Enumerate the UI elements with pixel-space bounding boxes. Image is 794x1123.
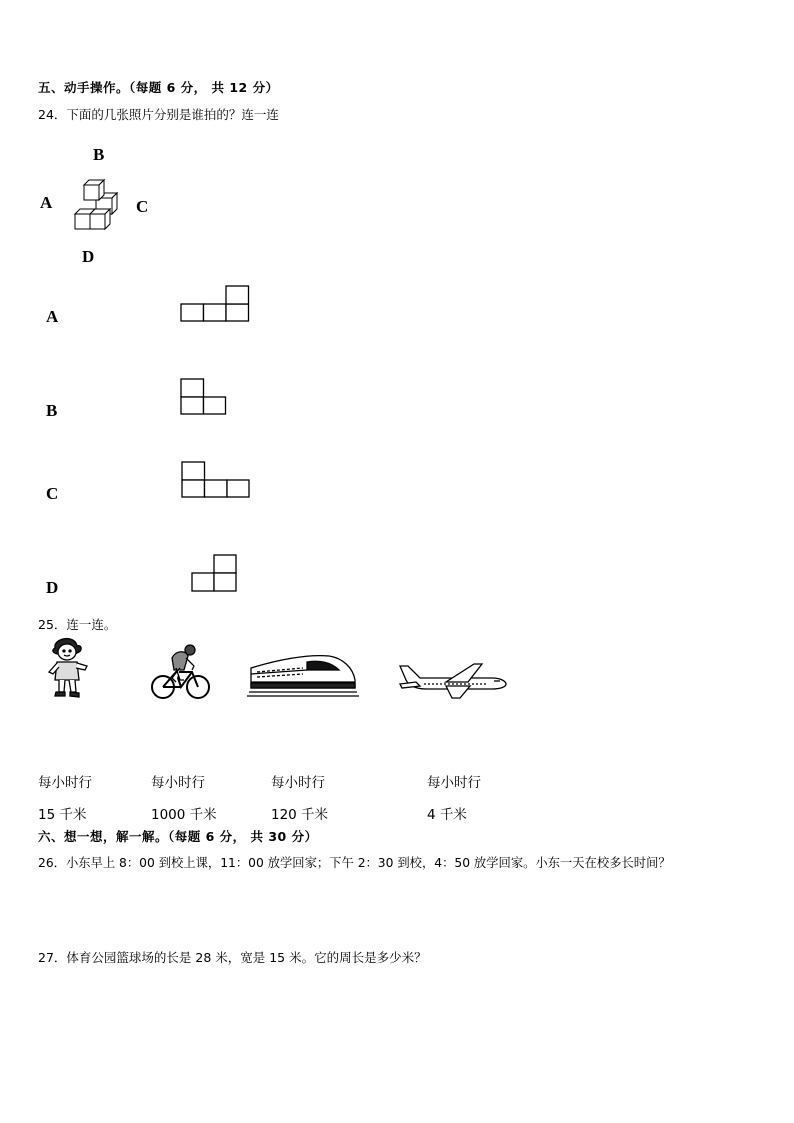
view-a-shape	[180, 284, 250, 324]
question-26-text: 26．小东早上 8：00 到校上课，11：00 放学回家；下午 2：30 到校，4：50 放学回家。小东一天在校多长时间？	[38, 856, 671, 870]
speed-prefix-1: 每小时行	[38, 775, 92, 791]
question-27-text: 27．体育公园篮球场的长是 28 米，宽是 15 米。它的周长是多少米？	[38, 950, 427, 965]
speed-prefix-4: 每小时行	[427, 775, 481, 791]
high-speed-train-icon	[247, 652, 359, 702]
airplane-icon	[396, 660, 508, 702]
speed-value-2: 1000 千米	[151, 807, 217, 823]
section-5-title: 五、动手操作。（每题 6 分， 共 12 分）	[38, 80, 279, 95]
question-25-text: 25．连一连。	[38, 617, 117, 632]
direction-label-bottom: D	[82, 247, 95, 266]
cyclist-icon	[150, 640, 212, 704]
view-d-shape	[190, 554, 240, 594]
view-label-c: C	[46, 484, 59, 503]
child-walking-icon	[45, 636, 93, 700]
view-label-a: A	[46, 307, 59, 326]
view-b-shape	[180, 377, 230, 417]
section-6-title: 六、想一想，解一解。（每题 6 分， 共 30 分）	[38, 829, 318, 844]
direction-label-top: B	[93, 145, 105, 164]
view-label-b: B	[46, 401, 58, 420]
direction-label-right: C	[136, 197, 149, 216]
view-c-shape	[180, 460, 252, 500]
speed-value-1: 15 千米	[38, 807, 87, 823]
speed-prefix-2: 每小时行	[151, 775, 205, 791]
direction-label-left: A	[40, 193, 53, 212]
view-label-d: D	[46, 578, 59, 597]
speed-value-4: 4 千米	[427, 807, 467, 823]
speed-prefix-3: 每小时行	[271, 775, 325, 791]
speed-value-3: 120 千米	[271, 807, 329, 823]
stacked-cubes-figure	[72, 178, 120, 232]
question-24-text: 24．下面的几张照片分别是谁拍的？连一连	[38, 107, 279, 122]
